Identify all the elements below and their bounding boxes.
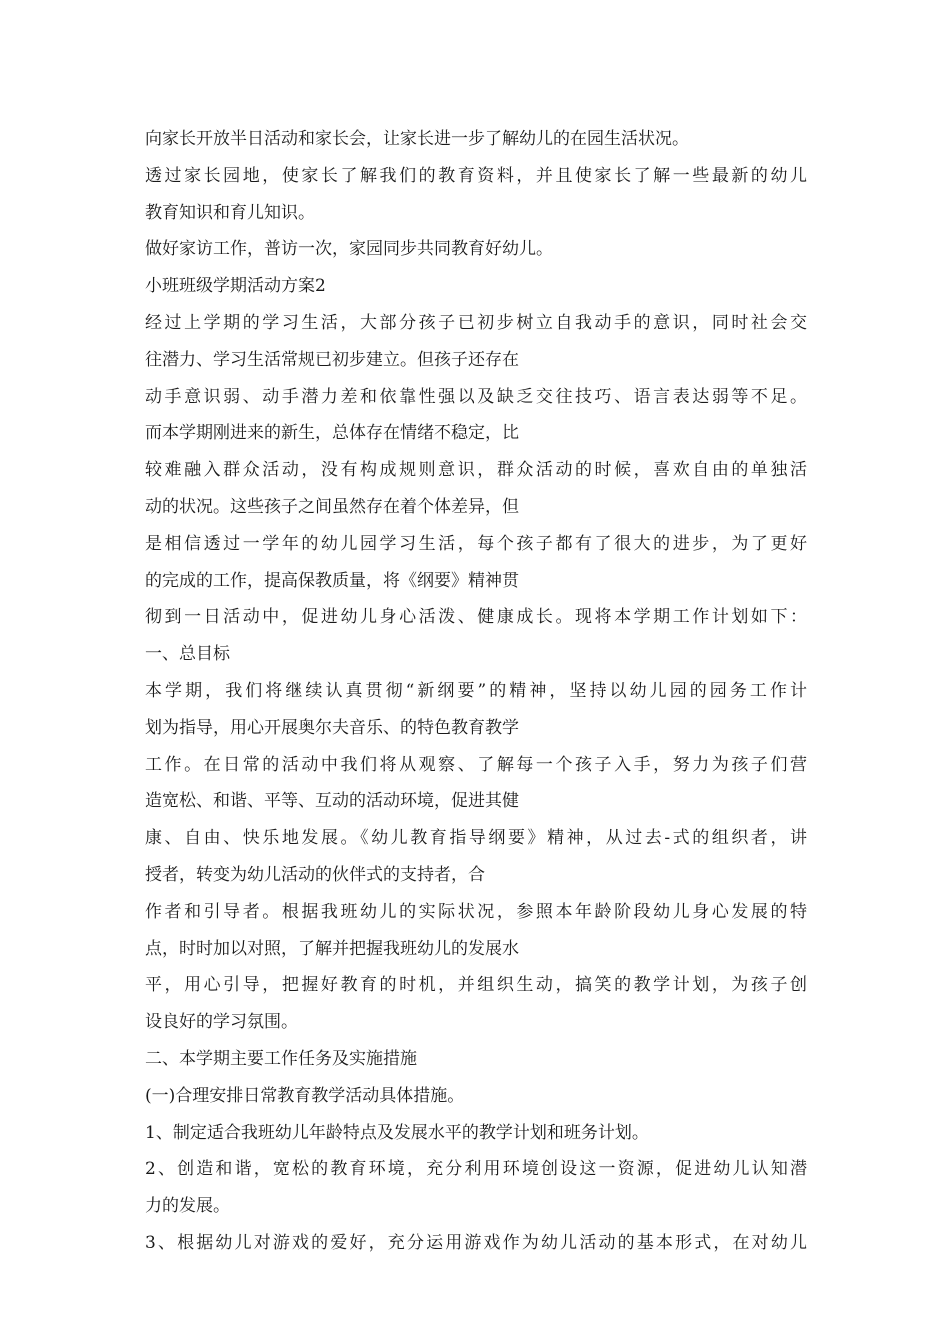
document-body xyxy=(145,121,807,1262)
text-line: 设良好的学习氛围。 xyxy=(145,1012,298,1033)
text-line: (一)合理安排日常教育教学活动具体措施。 xyxy=(145,1085,465,1106)
text-line: 透过家长园地，使家长了解我们的教育资料，并且使家长了解一些最新的幼儿 xyxy=(145,165,807,186)
text-line: 动手意识弱、动手潜力差和依靠性强以及缺乏交往技巧、语言表达弱等不足。 xyxy=(145,386,807,407)
text-line: 二、本学期主要工作任务及实施措施 xyxy=(145,1048,417,1069)
text-line: 做好家访工作，普访一次，家园同步共同教育好幼儿。 xyxy=(145,239,553,260)
text-line: 2、创造和谐，宽松的教育环境，充分利用环境创设这一资源，促进幼儿认知潜 xyxy=(145,1159,807,1180)
text-line: 力的发展。 xyxy=(145,1196,230,1217)
text-line: 1、制定适合我班幼儿年龄特点及发展水平的教学计划和班务计划。 xyxy=(145,1122,649,1143)
text-line: 的完成的工作，提高保教质量，将《纲要》精神贯 xyxy=(145,570,519,591)
text-line: 点，时时加以对照，了解并把握我班幼儿的发展水 xyxy=(145,938,519,959)
text-line: 本学期，我们将继续认真贯彻“新纲要”的精神，坚持以幼儿园的园务工作计 xyxy=(145,680,807,701)
text-line: 教育知识和育儿知识。 xyxy=(145,202,315,223)
text-line: 动的状况。这些孩子之间虽然存在着个体差异，但 xyxy=(145,496,519,517)
text-line: 工作。在日常的活动中我们将从观察、了解每一个孩子入手，努力为孩子们营 xyxy=(145,754,807,775)
text-line: 往潜力、学习生活常规已初步建立。但孩子还存在 xyxy=(145,349,519,370)
text-line: 划为指导，用心开展奥尔夫音乐、的特色教育教学 xyxy=(145,717,519,738)
text-line: 一、总目标 xyxy=(145,644,230,665)
text-line: 3、根据幼儿对游戏的爱好，充分运用游戏作为幼儿活动的基本形式，在对幼儿 xyxy=(145,1232,807,1253)
text-line: 康、自由、快乐地发展。《幼儿教育指导纲要》精神，从过去-式的组织者，讲 xyxy=(145,828,807,849)
text-line: 而本学期刚进来的新生，总体存在情绪不稳定，比 xyxy=(145,423,519,444)
text-line: 造宽松、和谐、平等、互动的活动环境，促进其健 xyxy=(145,791,519,812)
text-line: 是相信透过一学年的幼儿园学习生活，每个孩子都有了很大的进步，为了更好 xyxy=(145,533,807,554)
text-line: 经过上学期的学习生活，大部分孩子已初步树立自我动手的意识，同时社会交 xyxy=(145,312,807,333)
text-line: 平，用心引导，把握好教育的时机，并组织生动，搞笑的教学计划，为孩子创 xyxy=(145,975,807,996)
text-line: 彻到一日活动中，促进幼儿身心活泼、健康成长。现将本学期工作计划如下： xyxy=(145,607,807,628)
text-line: 小班班级学期活动方案2 xyxy=(145,276,326,297)
text-line: 授者，转变为幼儿活动的伙伴式的支持者，合 xyxy=(145,864,485,885)
text-line: 较难融入群众活动，没有构成规则意识，群众活动的时候，喜欢自由的单独活 xyxy=(145,460,807,481)
text-line: 向家长开放半日活动和家长会，让家长进一步了解幼儿的在园生活状况。 xyxy=(145,129,689,149)
text-line: 作者和引导者。根据我班幼儿的实际状况，参照本年龄阶段幼儿身心发展的特 xyxy=(145,901,807,922)
